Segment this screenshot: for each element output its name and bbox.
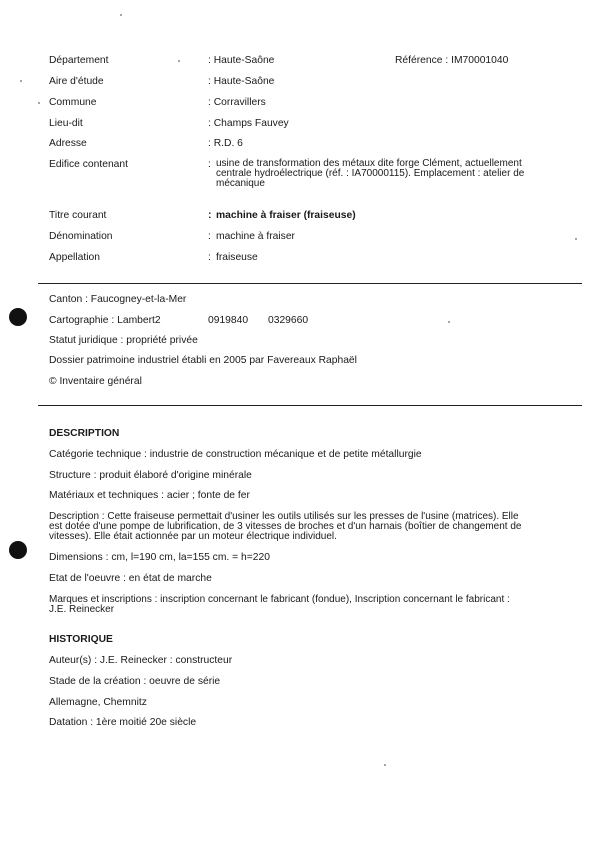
titre-label: Titre courant xyxy=(49,210,107,221)
dimensions: Dimensions : cm, l=190 cm, la=155 cm. = h=220 xyxy=(49,552,270,563)
materiaux: Matériaux et techniques : acier ; fonte de fer xyxy=(49,490,250,501)
appellation-label: Appellation xyxy=(49,252,100,263)
historique-heading: HISTORIQUE xyxy=(49,634,113,645)
edifice-label: Edifice contenant xyxy=(49,159,128,170)
divider-middle xyxy=(38,405,582,406)
stade: Stade de la création : oeuvre de série xyxy=(49,676,221,687)
marques-line-1: Marques et inscriptions : inscription concernant le fabricant (fondue), Inscription concernant le fabricant : xyxy=(49,594,510,605)
binder-hole xyxy=(9,541,27,559)
categorie: Catégorie technique : industrie de construction mécanique et de petite métallurgie xyxy=(49,449,422,460)
description-line-2: est dotée d'une pompe de lubrification, de 3 vitesses de broches et d'un harnais (boîtier de changement de xyxy=(49,521,522,532)
dossier: Dossier patrimoine industriel établi en 2005 par Favereaux Raphaël xyxy=(49,355,357,366)
scan-speck xyxy=(38,102,40,104)
reference: Référence : IM70001040 xyxy=(395,55,509,66)
aire-value: : Haute-Saône xyxy=(208,76,275,87)
lieudit-value: : Champs Fauvey xyxy=(208,118,289,129)
etat: Etat de l'oeuvre : en état de marche xyxy=(49,573,212,584)
scan-speck xyxy=(120,14,122,16)
adresse-value: : R.D. 6 xyxy=(208,138,243,149)
cartographie-label: Cartographie : Lambert2 xyxy=(49,315,161,326)
commune-label: Commune xyxy=(49,97,97,108)
statut: Statut juridique : propriété privée xyxy=(49,335,198,346)
scan-speck xyxy=(448,321,450,323)
structure: Structure : produit élaboré d'origine minérale xyxy=(49,470,252,481)
lieudit-label: Lieu-dit xyxy=(49,118,83,129)
description-heading: DESCRIPTION xyxy=(49,428,120,439)
canton: Canton : Faucogney-et-la-Mer xyxy=(49,294,187,305)
aire-label: Aire d'étude xyxy=(49,76,104,87)
lieu: Allemagne, Chemnitz xyxy=(49,697,147,708)
departement-label: Département xyxy=(49,55,109,66)
auteurs: Auteur(s) : J.E. Reinecker : constructeur xyxy=(49,655,233,666)
copyright: © Inventaire général xyxy=(49,376,142,387)
denomination-colon: : xyxy=(208,231,211,242)
adresse-label: Adresse xyxy=(49,138,87,149)
edifice-value: usine de transformation des métaux dite forge Clément, actuellement centrale hydroélectrique (réf. : IA70000115). Emplacement : atelier de mécanique xyxy=(216,158,525,189)
datation: Datation : 1ère moitié 20e siècle xyxy=(49,717,197,728)
denomination-label: Dénomination xyxy=(49,231,113,242)
appellation-colon: : xyxy=(208,252,211,263)
titre-colon: : xyxy=(208,210,212,221)
appellation-value: fraiseuse xyxy=(216,252,258,263)
marques-line-2: J.E. Reinecker xyxy=(49,604,115,615)
scan-speck xyxy=(20,80,22,82)
commune-value: : Corravillers xyxy=(208,97,266,108)
scan-speck xyxy=(575,238,577,240)
scan-speck xyxy=(178,60,180,62)
denomination-value: machine à fraiser xyxy=(216,231,295,242)
carto-x: 0919840 xyxy=(208,315,249,326)
divider-top xyxy=(38,283,582,284)
departement-value: : Haute-Saône xyxy=(208,55,275,66)
carto-y: 0329660 xyxy=(268,315,309,326)
description-line-3: vitesses). Elle était actionnée par un moteur électrique individuel. xyxy=(49,531,337,542)
binder-hole xyxy=(9,308,27,326)
description-line-1: Description : Cette fraiseuse permettait d'usiner les outils utilisés sur les presses de l'usine (matrices). Elle xyxy=(49,511,519,522)
titre-value: machine à fraiser (fraiseuse) xyxy=(216,210,356,221)
scan-speck xyxy=(384,764,386,766)
edifice-colon: : xyxy=(208,159,211,170)
